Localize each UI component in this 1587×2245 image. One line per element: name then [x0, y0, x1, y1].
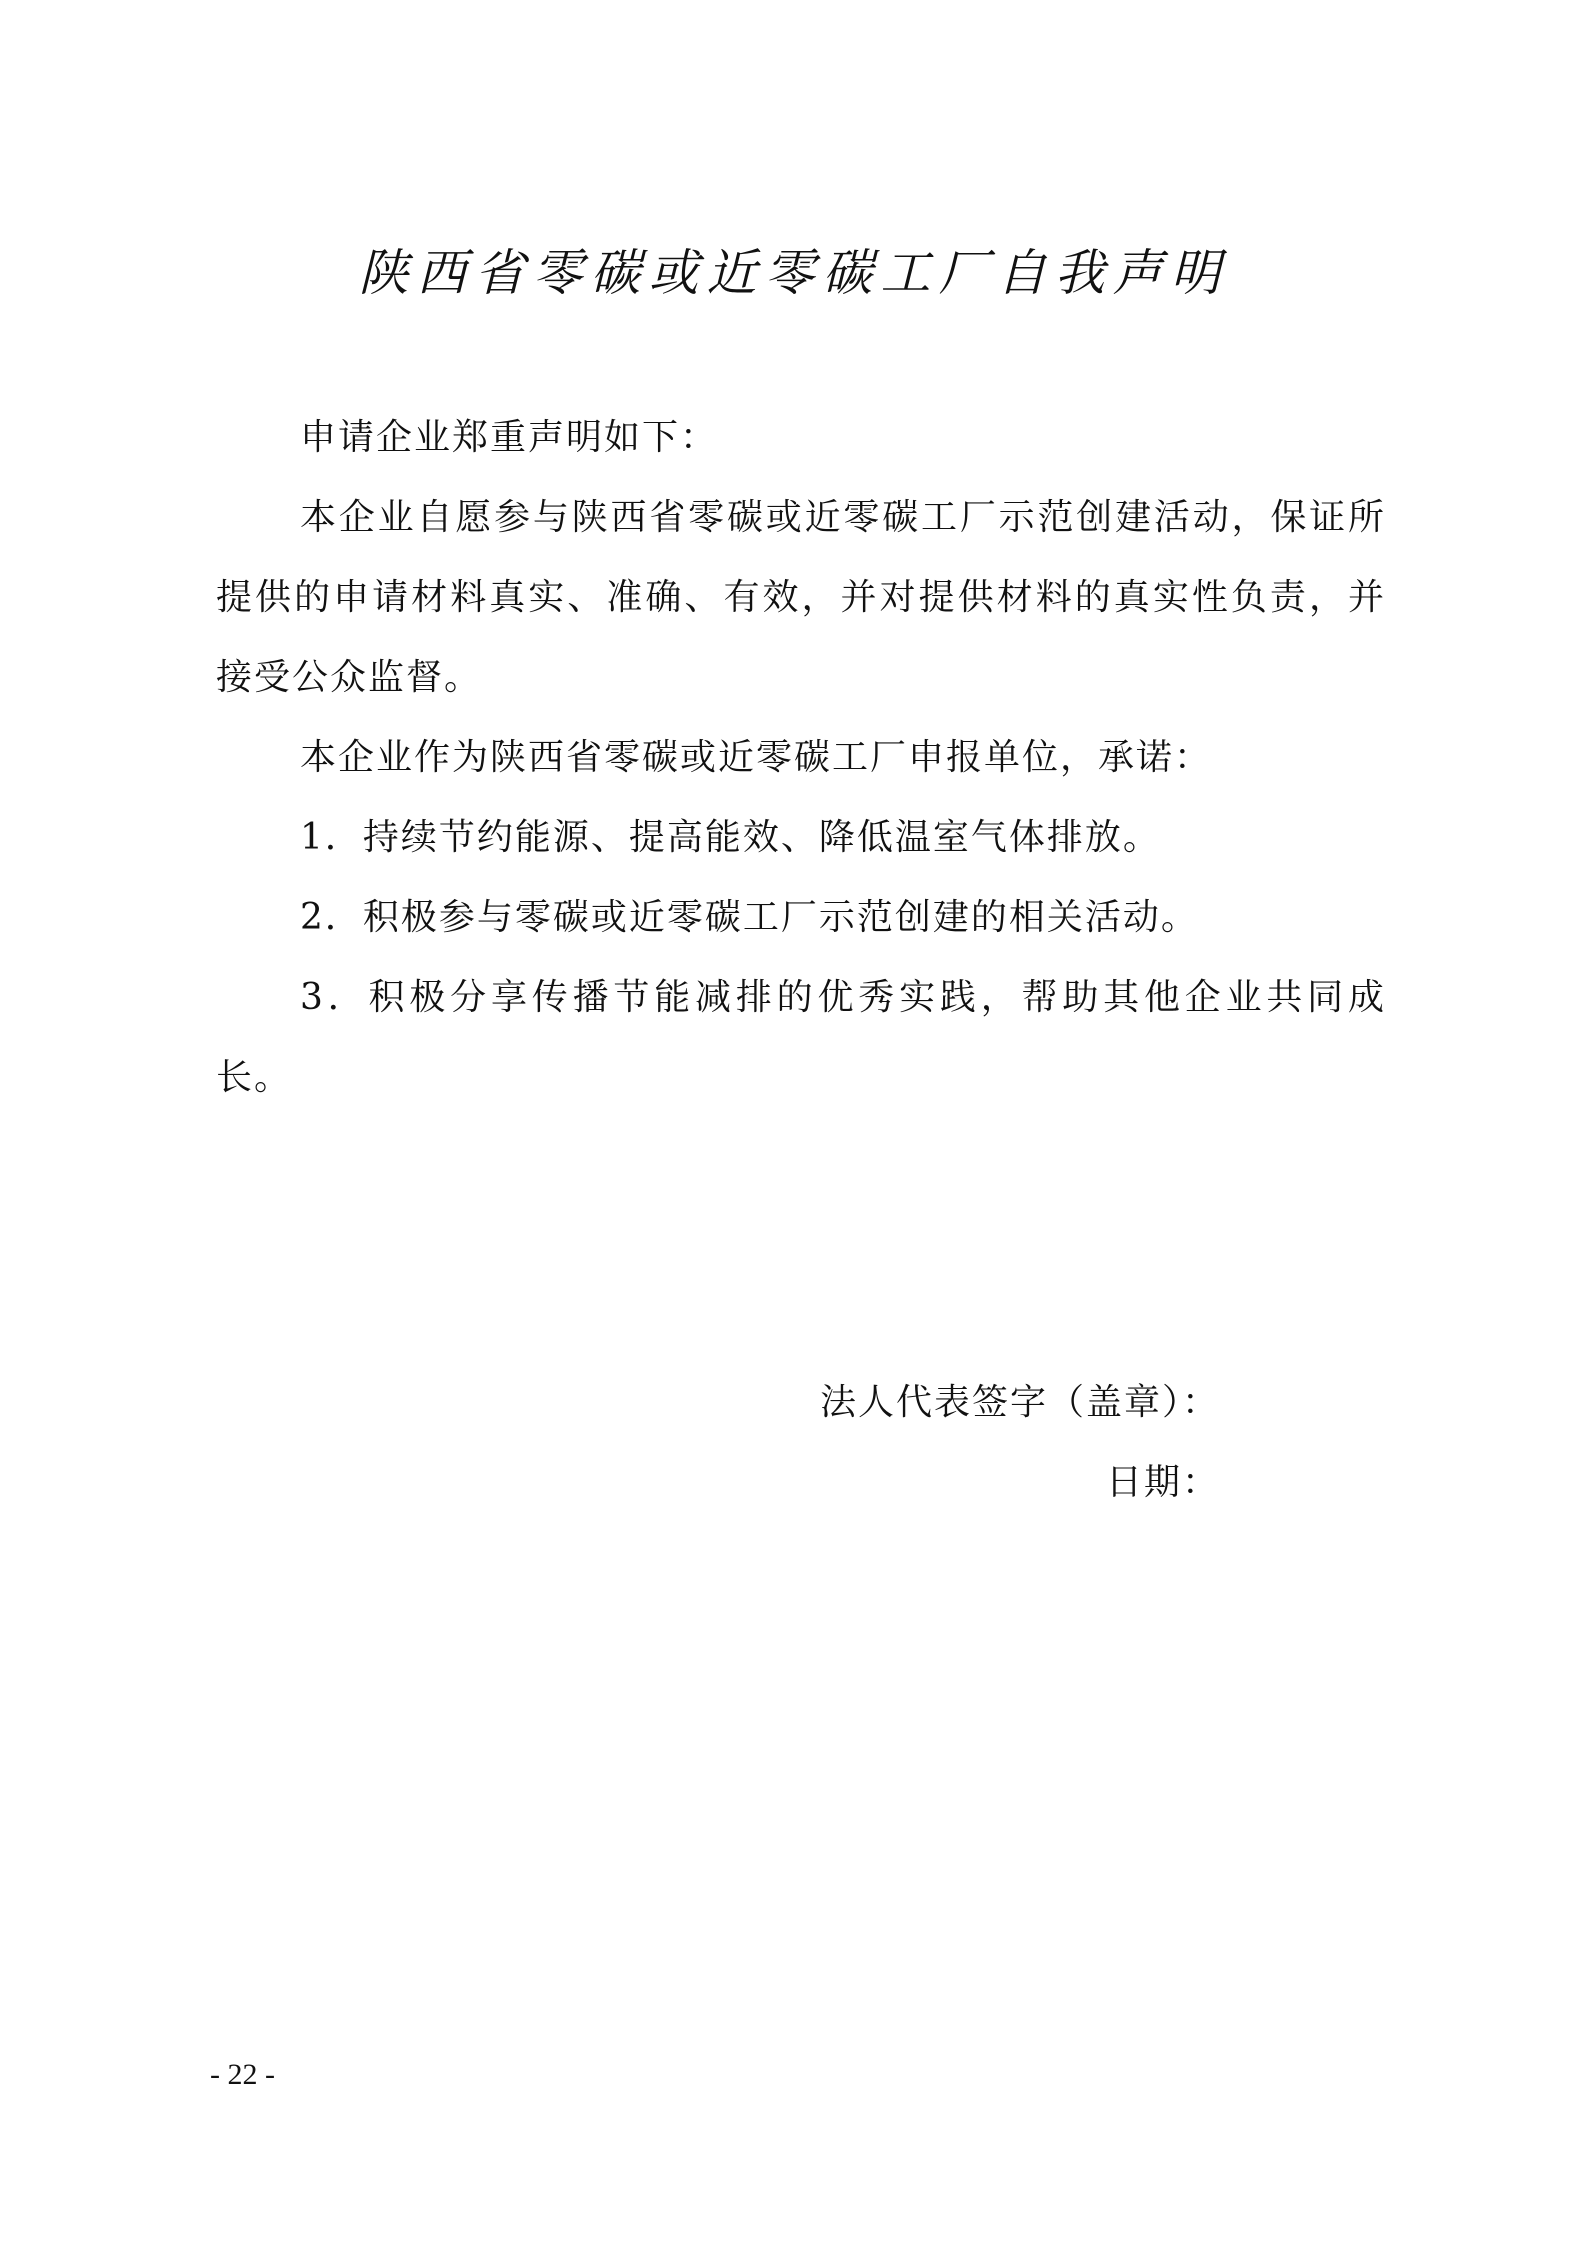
date-label: 日期：: [1105, 1462, 1220, 1503]
signature-block: [780, 1363, 1220, 1523]
document-title: 陕西省零碳或近零碳工厂自我声明: [358, 244, 1229, 302]
commitment-item-3: 3．积极分享传播节能减排的优秀实践，帮助其他企业共同成长。: [216, 977, 1386, 1098]
page-number: - 22 -: [210, 2058, 275, 2091]
document-body: [216, 398, 1386, 1118]
commitment-intro-paragraph: 本企业作为陕西省零碳或近零碳工厂申报单位，承诺：: [300, 737, 1213, 778]
intro-paragraph: 申请企业郑重声明如下：: [300, 417, 719, 458]
commitment-item-2: 2．积极参与零碳或近零碳工厂示范创建的相关活动。: [300, 897, 1199, 938]
commitment-item-1: 1．持续节约能源、提高能效、降低温室气体排放。: [300, 817, 1161, 858]
signature-label: 法人代表签字（盖章）：: [819, 1382, 1220, 1423]
declaration-paragraph: 本企业自愿参与陕西省零碳或近零碳工厂示范创建活动，保证所提供的申请材料真实、准确、有效，并对提供材料的真实性负责，并接受公众监督。: [216, 497, 1386, 698]
